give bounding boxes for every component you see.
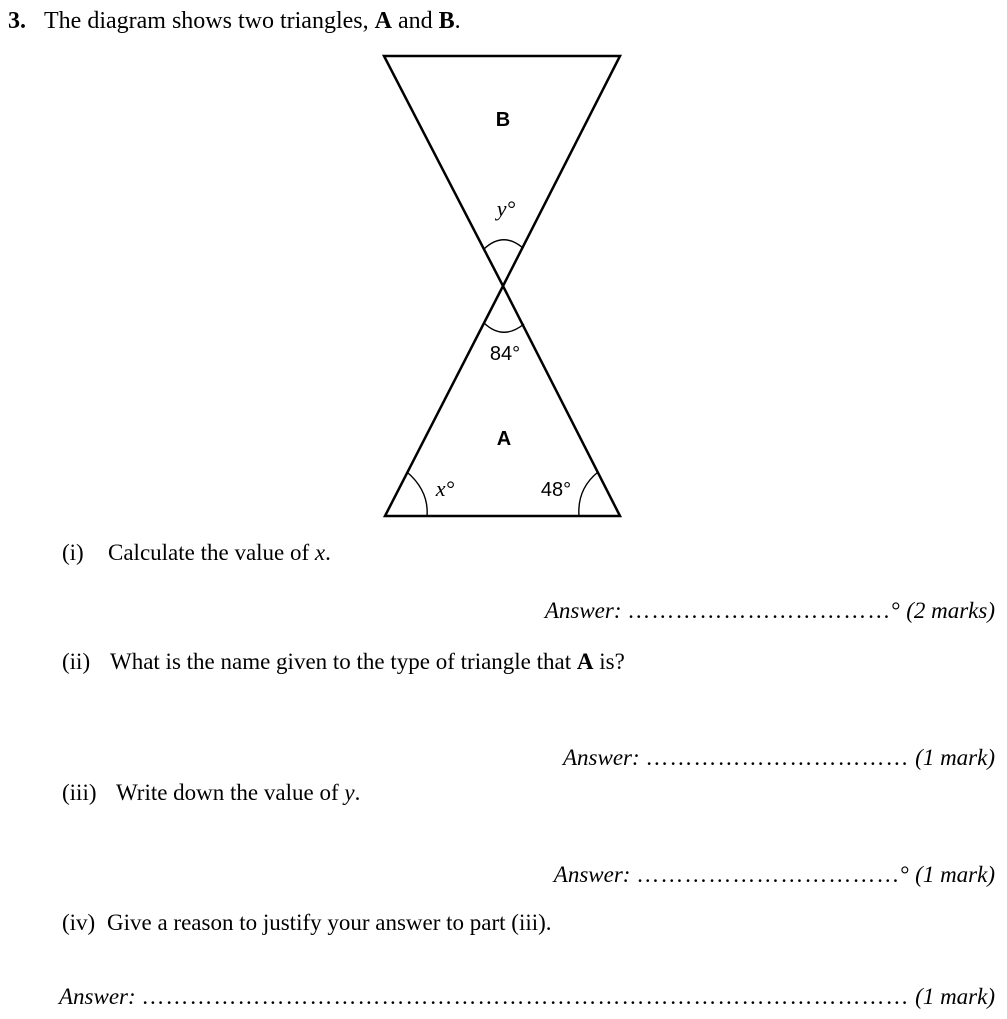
triangles-diagram xyxy=(370,45,640,535)
question-number: 3. xyxy=(8,8,26,34)
part-ii-question xyxy=(62,649,625,675)
part-ii-answer-label: Answer: xyxy=(562,745,640,770)
label-b: B xyxy=(495,109,511,131)
intro-end: . xyxy=(454,8,461,34)
part-iii-answer-dots[interactable]: …………………………… xyxy=(636,862,901,887)
intro-text: The diagram shows two triangles, xyxy=(44,8,369,34)
part-iv-number: (iv) xyxy=(62,910,96,935)
part-iii-marks: (1 mark) xyxy=(915,862,995,887)
part-iii-answer-unit: ° xyxy=(900,862,910,887)
part-iv-text: Give a reason to justify your answer to part (iii). xyxy=(107,910,552,935)
triangle-a-ref: A xyxy=(374,8,392,34)
part-ii-number: (ii) xyxy=(62,649,91,674)
part-i-answer-label: Answer: xyxy=(544,598,622,623)
part-iii-question xyxy=(62,780,360,806)
part-iv-answer-dots[interactable]: …………………………………………………………………………………… xyxy=(141,984,910,1009)
part-i-question xyxy=(62,540,331,566)
part-ii-answer-dots[interactable]: …………………………… xyxy=(645,745,910,770)
part-ii-text: What is the name given to the type of triangle that xyxy=(110,649,572,674)
part-i-answer-unit: ° xyxy=(891,598,901,623)
part-ii-marks: (1 mark) xyxy=(915,745,995,770)
part-ii-answer-line[interactable] xyxy=(563,745,995,771)
part-i-text: Calculate the value of xyxy=(108,540,310,565)
part-iv-question xyxy=(62,910,552,936)
diagram-svg xyxy=(370,45,640,535)
part-iii-end: . xyxy=(354,780,361,805)
triangle-b-outline xyxy=(384,56,620,286)
part-ii-bold: A xyxy=(576,649,594,674)
angle-arc-48 xyxy=(579,472,598,516)
part-iii-var: y xyxy=(344,780,355,805)
part-i-answer-dots[interactable]: …………………………… xyxy=(627,598,892,623)
part-iii-text: Write down the value of xyxy=(116,780,339,805)
part-iii-number: (iii) xyxy=(62,780,97,805)
part-i-marks: (2 marks) xyxy=(906,598,995,623)
question-intro xyxy=(44,8,461,35)
part-iii-answer-line[interactable] xyxy=(554,862,995,888)
angle-arc-x xyxy=(407,472,427,516)
angle-arc-84 xyxy=(484,323,524,332)
angle-arc-y xyxy=(484,240,523,249)
angle-label-x: x° xyxy=(435,476,455,501)
part-i-number: (i) xyxy=(62,540,84,565)
part-iv-answer-line[interactable] xyxy=(59,984,995,1010)
angle-label-84: 84° xyxy=(489,343,521,365)
part-iv-marks: (1 mark) xyxy=(915,984,995,1009)
angle-label-y: y° xyxy=(496,196,516,221)
part-iii-answer-label: Answer: xyxy=(553,862,631,887)
part-i-answer-line[interactable] xyxy=(545,598,995,624)
part-i-end: . xyxy=(325,540,331,565)
angle-label-48: 48° xyxy=(540,479,572,501)
triangle-b-ref: B xyxy=(438,8,455,34)
part-iv-answer-label: Answer: xyxy=(58,984,136,1009)
triangle-a-outline xyxy=(385,286,620,516)
label-a: A xyxy=(496,428,512,450)
and-text: and xyxy=(397,8,433,34)
part-ii-end: is? xyxy=(599,649,625,674)
part-i-var: x xyxy=(314,540,326,565)
